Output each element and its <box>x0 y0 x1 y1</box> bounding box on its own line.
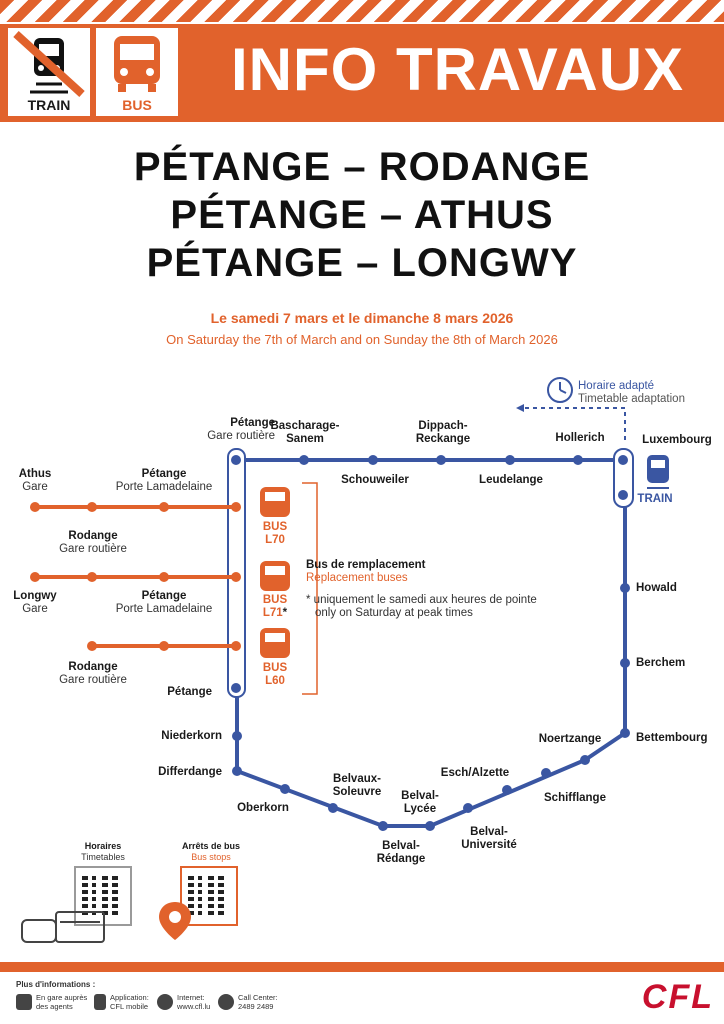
label-oberkorn <box>228 802 298 815</box>
replacement-en: Replacement buses <box>306 572 408 584</box>
station-name: Leudelange <box>479 474 543 486</box>
footer-item-line: Internet: <box>177 993 205 1002</box>
label-belval-univ <box>444 826 534 852</box>
timetable-note <box>578 380 685 406</box>
bus-icon <box>96 28 178 98</box>
station-name: Longwy <box>13 590 57 602</box>
station-name: Luxembourg <box>642 434 712 446</box>
footer-item-line: 2489 2489 <box>238 1002 274 1011</box>
label-belval-redange <box>356 840 446 866</box>
replacement-bracket <box>302 483 317 694</box>
stop-dot <box>231 455 241 465</box>
bus-line-label-l60 <box>255 662 295 688</box>
more-info-label: Plus d'informations : <box>16 980 96 989</box>
footer-item-station <box>36 993 87 1011</box>
bus-line-code: L60 <box>265 675 285 687</box>
cfl-logo: CFL <box>641 978 714 1016</box>
bus-icon-l70 <box>260 487 290 517</box>
replacement-note-en: only on Saturday at peak times <box>315 607 473 619</box>
stop-dot <box>573 455 583 465</box>
headset-icon <box>218 994 234 1010</box>
bus-stop-dot <box>159 502 169 512</box>
station-name: Pétange <box>167 686 212 698</box>
stop-dot <box>231 683 241 693</box>
stop-dot <box>436 455 446 465</box>
qr-title: Horaires <box>84 841 122 851</box>
bus-stop-dot <box>30 502 40 512</box>
bus-stop-dot <box>87 502 97 512</box>
footer-item-line: des agents <box>36 1002 73 1011</box>
replacement-fr: Bus de remplacement <box>306 559 426 571</box>
label-leudelange <box>466 474 556 487</box>
station-name: Athus <box>18 468 52 480</box>
bus-stop-dot <box>231 572 241 582</box>
label-petange-pl2 <box>104 590 224 616</box>
stop-dot <box>328 803 338 813</box>
clock-icon <box>548 378 572 402</box>
stop-dot <box>618 455 628 465</box>
label-bettembourg <box>636 732 708 745</box>
stop-dot <box>232 731 242 741</box>
bus-line-mark: * <box>282 607 288 619</box>
station-name: Bascharage- Sanem <box>270 420 340 445</box>
bus-line-code: L70 <box>265 534 285 546</box>
train-crossed-icon <box>8 28 90 98</box>
qr-sub: Bus stops <box>191 852 231 862</box>
station-sub: Gare <box>22 603 48 615</box>
station-name: Rodange <box>68 530 118 542</box>
train-label: TRAIN <box>27 97 71 113</box>
label-petange-gr <box>165 417 275 443</box>
label-belvaux <box>312 773 402 799</box>
footer-item-line: Call Center: <box>238 993 278 1002</box>
station-name: Oberkorn <box>237 802 289 814</box>
station-name: Schifflange <box>544 792 606 804</box>
station-name: Bettembourg <box>636 732 708 744</box>
replacement-note-fr: * uniquement le samedi aux heures de pointe <box>306 594 537 606</box>
stop-dot <box>368 455 378 465</box>
station-name: Belval- Université <box>461 826 517 851</box>
qr-timetables-label <box>70 841 136 863</box>
stop-dot <box>618 490 628 500</box>
timetable-note-en: Timetable adaptation <box>578 393 685 405</box>
bus-word: BUS <box>262 521 288 533</box>
bus-stop-dot <box>87 572 97 582</box>
footer-band <box>0 962 724 972</box>
smartphone-icon <box>94 994 106 1010</box>
station-name: Differdange <box>158 766 222 778</box>
stop-dot <box>620 583 630 593</box>
bus-stop-dot <box>159 641 169 651</box>
replacement-info <box>306 559 426 585</box>
station-sub: Gare routière <box>59 543 127 555</box>
footer-item-line: En gare auprès <box>36 993 88 1002</box>
label-rodange2 <box>38 661 148 687</box>
train-mode-box <box>8 28 90 116</box>
bus-line-label-l71 <box>255 594 295 620</box>
date-english: On Saturday the 7th of March and on Sunday the 8th of March 2026 <box>166 332 558 347</box>
station-sub: Gare <box>22 481 48 493</box>
label-niederkorn <box>130 730 222 743</box>
bus-stop-dot <box>231 641 241 651</box>
footer-item-line: CFL mobile <box>110 1002 149 1011</box>
bus-icon-l71 <box>260 561 290 591</box>
stop-dot <box>463 803 473 813</box>
station-name: Pétange <box>141 590 187 602</box>
label-howald <box>636 582 677 595</box>
globe-icon <box>157 994 173 1010</box>
station-name: Dippach- Reckange <box>415 420 471 445</box>
label-athus <box>5 468 65 494</box>
station-name: Esch/Alzette <box>440 767 510 779</box>
station-name: Noertzange <box>538 733 602 745</box>
qr-stops-label <box>176 841 246 863</box>
stop-dot <box>620 658 630 668</box>
header-title: INFO TRAVAUX <box>230 36 685 103</box>
label-petange-pl1 <box>104 468 224 494</box>
station-agent-icon <box>16 994 32 1010</box>
stop-dot <box>620 728 630 738</box>
bus-label: BUS <box>122 97 152 113</box>
bus-line-label-l70 <box>255 521 295 547</box>
bus-stop-dot <box>231 502 241 512</box>
stop-dot <box>541 768 551 778</box>
stop-dot <box>299 455 309 465</box>
station-name: Niederkorn <box>161 730 222 742</box>
footer-item-callcenter[interactable] <box>238 993 278 1011</box>
label-berchem <box>636 657 685 670</box>
label-longwy <box>5 590 65 616</box>
station-name: Pétange <box>141 468 187 480</box>
hazard-stripes <box>0 0 724 22</box>
station-sub: Porte Lamadelaine <box>115 603 213 615</box>
stop-dot <box>580 755 590 765</box>
label-petange <box>130 686 212 699</box>
footer-item-line: www.cfl.lu <box>177 1002 211 1011</box>
bus-lines <box>35 507 236 646</box>
bus-stop-dot <box>159 572 169 582</box>
qr-title: Arrêts de bus <box>181 841 241 851</box>
stop-dot <box>425 821 435 831</box>
station-name: Pétange <box>230 417 275 429</box>
location-pin-icon <box>155 900 195 946</box>
stop-dot <box>378 821 388 831</box>
station-name: Hollerich <box>555 432 605 444</box>
stop-dot <box>502 785 512 795</box>
station-sub: Gare routière <box>207 430 275 442</box>
label-schouweiler <box>330 474 420 487</box>
bus-stop-dot <box>87 641 97 651</box>
train-icon-luxembourg <box>647 455 669 488</box>
bus-line-code: L71 <box>262 607 283 619</box>
station-name: Schouweiler <box>341 474 409 486</box>
label-luxembourg <box>632 434 722 447</box>
stop-dot <box>232 766 242 776</box>
stop-dot <box>280 784 290 794</box>
replacement-note <box>306 594 537 620</box>
label-dippach <box>398 420 488 446</box>
route-title-1: PÉTANGE – RODANGE <box>133 145 591 189</box>
bus-icon-l60 <box>260 628 290 658</box>
stop-dot <box>505 455 515 465</box>
footer-item-line: Application: <box>110 993 149 1002</box>
bus-word: BUS <box>262 594 288 606</box>
date-french: Le samedi 7 mars et le dimanche 8 mars 2026 <box>210 310 514 326</box>
station-name: Berchem <box>636 657 686 669</box>
footer-item-app[interactable] <box>110 993 149 1011</box>
qr-sub: Timetables <box>81 852 125 862</box>
label-rodange1 <box>38 530 148 556</box>
label-noertzange <box>520 733 620 746</box>
bus-mode-box <box>96 28 178 116</box>
label-esch <box>430 767 520 780</box>
station-name: Howald <box>636 582 677 594</box>
label-schifflange <box>530 792 620 805</box>
station-sub: Porte Lamadelaine <box>115 481 213 493</box>
bus-stop-dot <box>30 572 40 582</box>
station-name: Belvaux- Soleuvre <box>332 773 382 798</box>
train-bus-illustration-icon <box>20 906 110 946</box>
route-title-2: PÉTANGE – ATHUS <box>170 193 554 237</box>
station-name: Rodange <box>68 661 118 673</box>
label-differdange <box>130 766 222 779</box>
station-sub: Gare routière <box>59 674 127 686</box>
bus-word: BUS <box>262 662 288 674</box>
train-tag: TRAIN <box>637 493 673 505</box>
label-bascharage <box>260 420 350 446</box>
label-hollerich <box>535 432 625 445</box>
station-name: Belval- Rédange <box>376 840 426 865</box>
footer-item-internet[interactable] <box>177 993 210 1011</box>
station-name: Belval- Lycée <box>401 790 439 815</box>
route-title-3: PÉTANGE – LONGWY <box>146 241 578 285</box>
timetable-note-fr: Horaire adapté <box>578 380 655 392</box>
